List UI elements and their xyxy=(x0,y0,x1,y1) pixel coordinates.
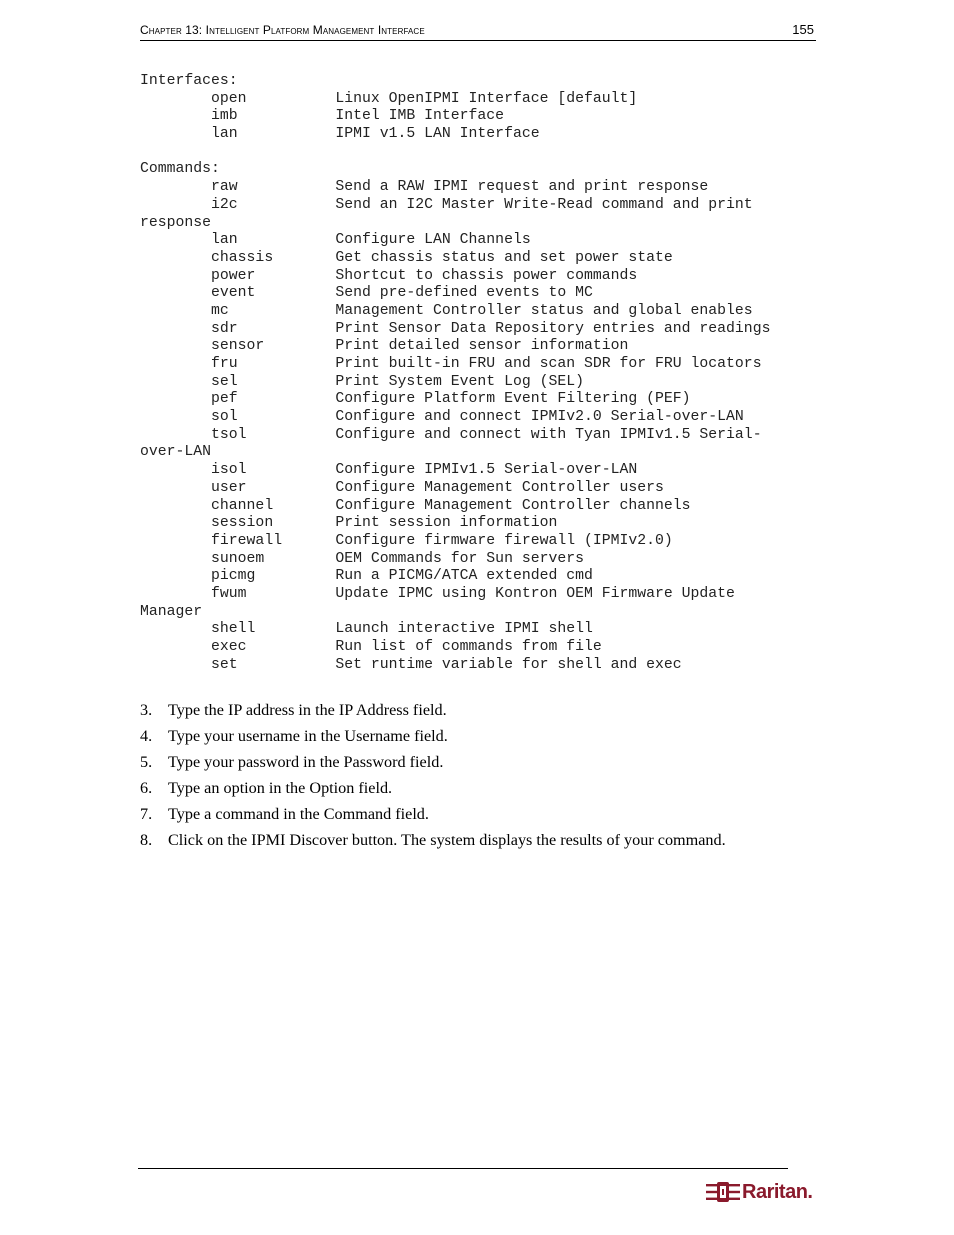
code-line: lan IPMI v1.5 LAN Interface xyxy=(140,126,540,143)
code-line: lan Configure LAN Channels xyxy=(140,232,531,249)
code-line: Commands: xyxy=(140,161,220,178)
code-line: Interfaces: xyxy=(140,73,238,89)
step-item xyxy=(140,775,726,801)
code-line: sel Print System Event Log (SEL) xyxy=(140,373,584,390)
code-line: power Shortcut to chassis power commands xyxy=(140,267,638,284)
code-line: Manager xyxy=(140,603,203,620)
code-line: firewall Configure firmware firewall (IPMIv2.0) xyxy=(140,532,673,549)
step-text: Type the IP address in the IP Address field. xyxy=(168,701,447,719)
step-text: Type your password in the Password field. xyxy=(168,753,444,771)
code-line: imb Intel IMB Interface xyxy=(140,108,505,125)
step-number: 7. xyxy=(140,805,153,823)
code-line: session Print session information xyxy=(140,515,558,532)
code-line: tsol Configure and connect with Tyan IPMIv1.5 Serial- xyxy=(140,426,762,443)
step-number: 5. xyxy=(140,753,153,771)
code-line: user Configure Management Controller users xyxy=(140,479,664,496)
code-line: event Send pre-defined events to MC xyxy=(140,285,593,302)
code-line: response xyxy=(140,214,212,231)
step-number: 6. xyxy=(140,779,153,797)
raritan-logo xyxy=(706,1178,812,1206)
code-line: picmg Run a PICMG/ATCA extended cmd xyxy=(140,568,593,585)
logo-text: Raritan. xyxy=(742,1180,813,1203)
page-header xyxy=(140,20,816,41)
code-line: chassis Get chassis status and set power state xyxy=(140,249,673,266)
page-number: 155 xyxy=(792,22,814,37)
step-number: 3. xyxy=(140,701,153,719)
step-item xyxy=(140,801,726,827)
chapter-title: Chapter 13: Intelligent Platform Management Interface xyxy=(140,23,425,37)
code-line: set Set runtime variable for shell and exec xyxy=(140,656,682,673)
code-line: fwum Update IPMC using Kontron OEM Firmware Update xyxy=(140,585,735,602)
code-line: sdr Print Sensor Data Repository entries and readings xyxy=(140,320,771,337)
code-line: mc Management Controller status and global enables xyxy=(140,302,753,319)
step-text: Type a command in the Command field. xyxy=(168,805,429,823)
step-number: 4. xyxy=(140,727,153,745)
code-line: shell Launch interactive IPMI shell xyxy=(140,621,593,638)
code-line xyxy=(140,144,770,162)
code-block xyxy=(140,73,770,674)
steps-list xyxy=(140,697,726,853)
step-text: Click on the IPMI Discover button. The system displays the results of your command. xyxy=(168,831,726,849)
code-line: raw Send a RAW IPMI request and print response xyxy=(140,179,709,196)
step-item xyxy=(140,827,726,853)
code-line: over-LAN xyxy=(140,444,212,461)
code-line: fru Print built-in FRU and scan SDR for FRU locators xyxy=(140,356,762,372)
code-line: i2c Send an I2C Master Write-Read command and print xyxy=(140,196,753,213)
code-line: pef Configure Platform Event Filtering (PEF) xyxy=(140,391,691,408)
step-number: 8. xyxy=(140,831,153,849)
step-text: Type an option in the Option field. xyxy=(168,779,393,797)
step-item xyxy=(140,749,726,775)
code-line: open Linux OpenIPMI Interface [default] xyxy=(140,90,638,107)
raritan-logo-icon xyxy=(706,1181,740,1203)
code-line: channel Configure Management Controller channels xyxy=(140,497,691,514)
step-text: Type your username in the Username field. xyxy=(168,727,448,745)
code-line: sunoem OEM Commands for Sun servers xyxy=(140,550,584,567)
footer-divider xyxy=(138,1168,788,1169)
step-item xyxy=(140,723,726,749)
code-line: isol Configure IPMIv1.5 Serial-over-LAN xyxy=(140,462,638,479)
step-item xyxy=(140,697,726,723)
code-line: exec Run list of commands from file xyxy=(140,639,602,655)
code-line: sensor Print detailed sensor information xyxy=(140,338,629,355)
code-line: sol Configure and connect IPMIv2.0 Serial-over-LAN xyxy=(140,409,744,426)
